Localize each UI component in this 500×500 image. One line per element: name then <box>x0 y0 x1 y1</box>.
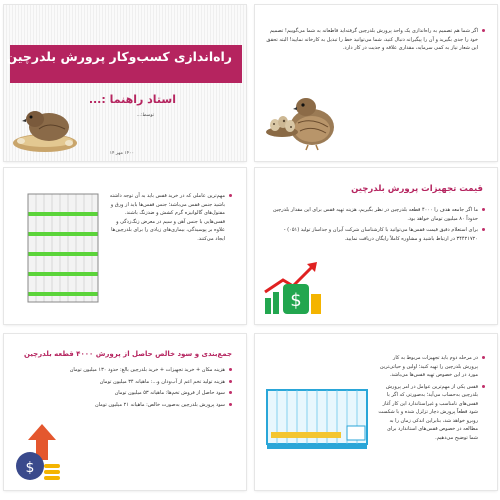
equipment-price-list <box>270 206 485 246</box>
slide-profit-summary[interactable] <box>4 334 246 490</box>
slide-cage-material[interactable] <box>4 168 246 324</box>
intro-paragraph: اگر شما هم تصمیم به راه‌اندازی یک واحد پرورش بلدرچین گرفته‌اید قاطعانه به شما می‌گوییم! تصمیم خود را جدی بگیرید و آن را پیگیرانه دنبال کنید، شما می‌توانید خط را تبدیل به کارخانه نمایید! البته تحقق این شعار نیاز به کمی سرمایه، مقداری علاقه و جدیت در کار دارد. <box>263 27 485 53</box>
quail-cage-image <box>261 384 373 454</box>
list-item: هزینه مکان + خرید تجهیزات + خرید بلدرچین بالغ: حدود ۱۳۰ میلیون تومان <box>42 366 232 375</box>
list-item: هزینه تولید تخم اعم از آب‌ودان و...: ماهیانه ۳۴ میلیون تومان <box>42 378 232 387</box>
slide-equipment-price[interactable] <box>255 168 497 324</box>
list-item: سود حاصل از فروش تخم‌ها: ماهیانه ۵۳ میلیون تومان <box>42 389 232 398</box>
multi-tier-cage-image <box>24 192 102 308</box>
profit-summary-heading: جمع‌بندی و سود خالص حاصل از پرورش ۴۰۰۰ قطعه بلدرچین <box>23 350 232 358</box>
svg-text:$: $ <box>290 290 302 311</box>
equipment-price-heading: قیمت تجهیزات پرورش بلدرچین <box>351 184 483 194</box>
profit-summary-list <box>42 366 232 412</box>
list-item: سود پرورش بلدرچین به‌صورت خالص: ماهیانه ۲۱ میلیون تومان <box>42 401 232 410</box>
cage-material-paragraph: مهم‌ترین عاملی که در خرید قفس باید به آن توجه داشته باشید جنس قفس می‌باشد؛ جنس قفس‌ها باید از ورق و مفتول‌های گالوانیزه گرم کشش و ضدزنگ باشند. قفس‌هایی با جنس آهن و سیم در معرض زنگ‌زدگی و علاوه بر پوسیدگی، بیماری‌های زیادی را برای بلدرچین‌ها ایجاد می‌کنند. <box>107 192 232 243</box>
slide-intro[interactable] <box>255 5 497 161</box>
quail-eggs-image <box>265 110 299 138</box>
author-line: توسط:... <box>136 113 154 118</box>
slide-cage-importance[interactable] <box>255 334 497 490</box>
list-item: در مرحله دوم باید تجهیزات مربوط به کار پرورش بلدرچین را تهیه کنید؛ اولین و حیاتی‌ترین مورد در این خصوص تهیه قفس‌ها می‌باشد. <box>377 354 485 380</box>
list-item: ما اگر جامعه هدف را ۴۰۰۰ قطعه بلدرچین در نظر بگیریم، هزینه تهیه قفس برای این مقدار بلدرچین حدوداً ۸۰ میلیون تومان خواهد بود. <box>270 206 485 223</box>
cage-importance-list <box>377 354 485 445</box>
list-item: برای استعلام دقیق قیمت قفس‌ها می‌توانید با کارشناسان شرکت آیران و جداساز تولید (۰۵۱) - ۳۴۴۲۱۷۲۰ در ارتباط باشید و مشاوره کاملاً رایگان دریافت نمایید. <box>270 226 485 243</box>
quail-nest-image <box>9 99 81 153</box>
list-item: قفس یکی از مهم‌ترین عوامل در امر پرورش بلدرچین به‌حساب می‌آید؛ به‌صورتی که اگر با قفس‌های نامناسب و غیراستاندارد این کار آغاز شود قطعاً پرورش دچار تزلزل شده و با شکست روبرو خواهد شد، بنابراین اندکی زمان را به مطالعه در خصوص قفس‌های استاندارد برای شما توضیح می‌دهیم. <box>377 383 485 443</box>
slide-title[interactable] <box>4 5 246 161</box>
slide-main-title: راه‌اندازی کسب‌وکار پرورش بلدرچین <box>6 49 232 64</box>
money-bag-arrow-icon <box>12 420 64 482</box>
date-line: ۱۴۰۰ مهر ۱۴ <box>109 151 134 156</box>
money-growth-icon <box>261 258 325 318</box>
svg-text:$: $ <box>25 460 35 476</box>
slide-subtitle: استاد راهنما :... <box>88 93 176 106</box>
